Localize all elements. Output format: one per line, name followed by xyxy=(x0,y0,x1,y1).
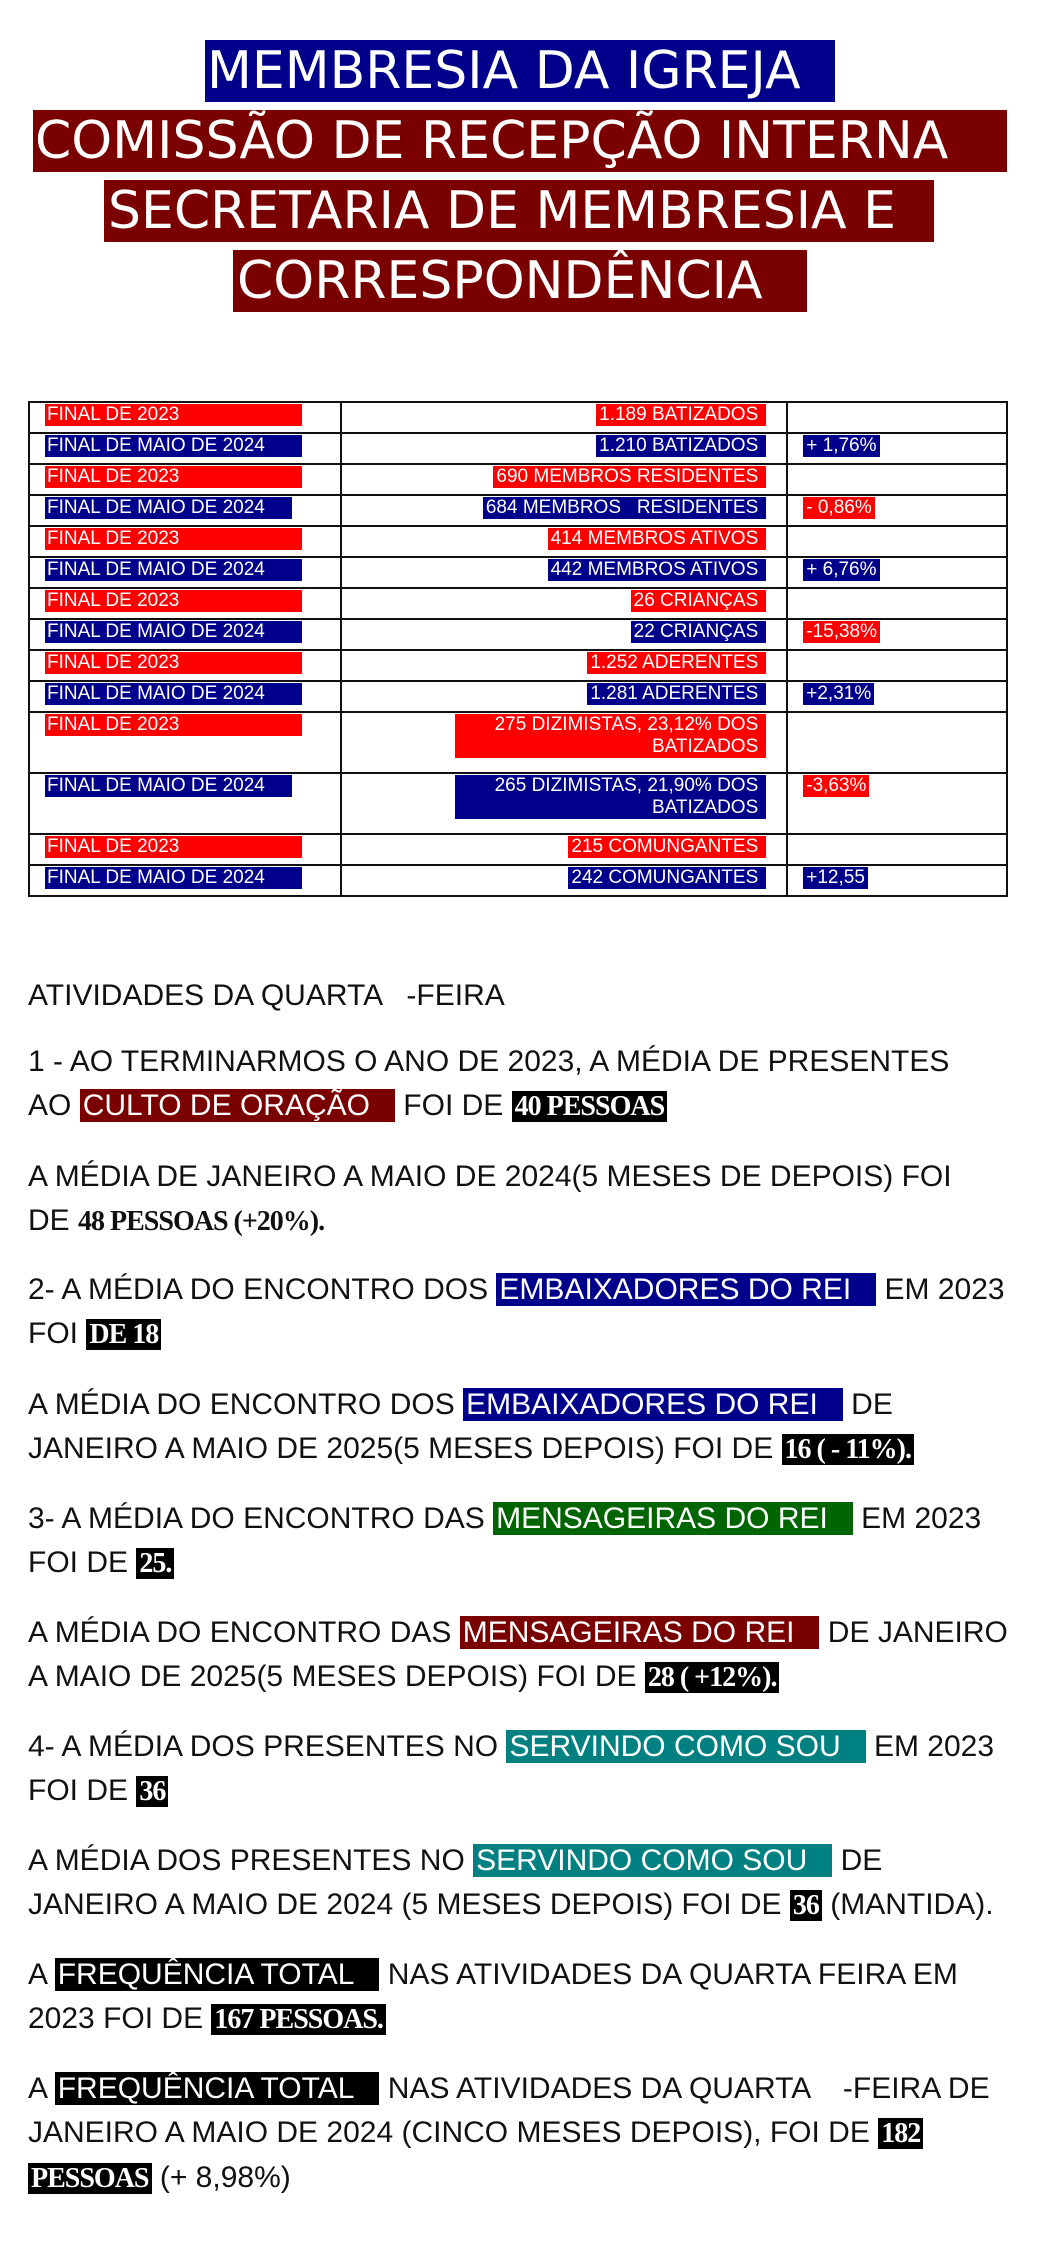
paragraph-embaixadores-2025: A MÉDIA DO ENCONTRO DOS EMBAIXADORES DO REI DE JANEIRO A MAIO DE 2025(5 MESES DEPOIS) FOI DE 16 ( - 11%). xyxy=(28,1383,1018,1472)
highlight-number: 40 PESSOAS xyxy=(512,1091,668,1122)
value-label: 22 CRIANÇAS xyxy=(631,621,767,643)
highlight-number: 36 xyxy=(790,1890,822,1921)
period-label: FINAL DE MAIO DE 2024 xyxy=(45,683,302,705)
mensageiras-tag: MENSAGEIRAS DO REI xyxy=(460,1616,820,1649)
value-label: 265 DIZIMISTAS, 21,90% DOS BATIZADOS xyxy=(455,775,766,819)
highlight-number: 182 xyxy=(878,2118,923,2149)
period-label: FINAL DE MAIO DE 2024 xyxy=(45,621,302,643)
change-label: + 6,76% xyxy=(803,559,879,581)
change-label: -15,38% xyxy=(803,621,880,643)
paragraph-mensageiras-2025: A MÉDIA DO ENCONTRO DAS MENSAGEIRAS DO REI DE JANEIRO A MAIO DE 2025(5 MESES DEPOIS) FOI DE 28 ( +12%). xyxy=(28,1616,1008,1693)
value-label: 242 COMUNGANTES xyxy=(568,867,766,889)
period-label: FINAL DE 2023 xyxy=(45,466,302,488)
paragraph-mensageiras: 3- A MÉDIA DO ENCONTRO DAS MENSAGEIRAS DO REI EM 2023 FOI DE 25. xyxy=(28,1502,982,1579)
value-label: 1.210 BATIZADOS xyxy=(596,435,766,457)
value-label: 215 COMUNGANTES xyxy=(568,836,766,858)
period-label: FINAL DE 2023 xyxy=(45,404,302,426)
value-label: 1.189 BATIZADOS xyxy=(596,404,766,426)
period-label: FINAL DE MAIO DE 2024 xyxy=(45,867,302,889)
highlight-number: 48 PESSOAS (+20%). xyxy=(78,1206,325,1237)
table-row xyxy=(29,773,1007,834)
table-row xyxy=(29,464,1007,495)
highlight-number: 25. xyxy=(136,1548,174,1579)
table-row xyxy=(29,495,1007,526)
paragraph-servindo: 4- A MÉDIA DOS PRESENTES NO SERVINDO COMO SOU EM 2023 FOI DE 36 xyxy=(28,1730,995,1807)
frequencia-tag: FREQUÊNCIA TOTAL xyxy=(55,2072,380,2105)
period-label: FINAL DE MAIO DE 2024 xyxy=(45,435,302,457)
change-label: + 1,76% xyxy=(803,435,879,457)
servindo-tag: SERVINDO COMO SOU xyxy=(506,1730,865,1763)
table-row xyxy=(29,557,1007,588)
period-label: FINAL DE 2023 xyxy=(45,528,302,550)
paragraph-servindo-2024: A MÉDIA DOS PRESENTES NO SERVINDO COMO SOU DE JANEIRO A MAIO DE 2024 (5 MESES DEPOIS) FOI DE 36 (MANTIDA). xyxy=(28,1844,994,1921)
table-row xyxy=(29,650,1007,681)
table-row xyxy=(29,619,1007,650)
highlight-number: 167 PESSOAS. xyxy=(211,2004,386,2035)
frequencia-tag: FREQUÊNCIA TOTAL xyxy=(55,1958,380,1991)
table-row xyxy=(29,712,1007,773)
servindo-tag: SERVINDO COMO SOU xyxy=(473,1844,832,1877)
paragraph-culto: 1 - AO TERMINARMOS O ANO DE 2023, A MÉDIA DE PRESENTES AO CULTO DE ORAÇÃO FOI DE 40 PESSOAS xyxy=(28,1045,950,1122)
culto-oracao-tag: CULTO DE ORAÇÃO xyxy=(80,1089,395,1122)
embaixadores-tag: EMBAIXADORES DO REI xyxy=(496,1273,876,1306)
change-label: +12,55 xyxy=(803,867,868,889)
change-label: - 0,86% xyxy=(803,497,874,519)
period-label: FINAL DE 2023 xyxy=(45,652,302,674)
value-label: 1.252 ADERENTES xyxy=(587,652,766,674)
period-label: FINAL DE MAIO DE 2024 xyxy=(45,775,292,797)
value-label: 26 CRIANÇAS xyxy=(631,590,767,612)
highlight-number: 36 xyxy=(136,1776,168,1807)
value-label: 442 MEMBROS ATIVOS xyxy=(548,559,767,581)
highlight-number: 16 ( - 11%). xyxy=(782,1434,914,1465)
period-label: FINAL DE MAIO DE 2024 xyxy=(45,497,292,519)
paragraph-frequencia: A FREQUÊNCIA TOTAL NAS ATIVIDADES DA QUARTA FEIRA EM 2023 FOI DE 167 PESSOAS. xyxy=(28,1958,958,2035)
header-title-4: CORRESPONDÊNCIA xyxy=(233,250,807,312)
table-row xyxy=(29,402,1007,433)
highlight-number: PESSOAS xyxy=(28,2163,152,2194)
change-label: -3,63% xyxy=(803,775,869,797)
table-row xyxy=(29,433,1007,464)
period-label: FINAL DE 2023 xyxy=(45,836,302,858)
header-title-1: MEMBRESIA DA IGREJA xyxy=(205,40,835,102)
table-row xyxy=(29,588,1007,619)
value-label: 684 MEMBROS RESIDENTES xyxy=(483,497,766,519)
table-row xyxy=(29,834,1007,865)
paragraph-frequencia-2024: A FREQUÊNCIA TOTAL NAS ATIVIDADES DA QUARTA -FEIRA DE JANEIRO A MAIO DE 2024 (CINCO MESES DEPOIS), FOI DE 182 PESSOAS (+ 8,98%) xyxy=(28,2072,990,2194)
table-row xyxy=(29,681,1007,712)
header-title-3: SECRETARIA DE MEMBRESIA E xyxy=(104,180,934,242)
paragraph-culto-2024: A MÉDIA DE JANEIRO A MAIO DE 2024(5 MESES DE DEPOIS) FOI DE 48 PESSOAS (+20%). xyxy=(28,1160,952,1237)
highlight-number: 28 ( +12%). xyxy=(645,1662,780,1693)
activities-heading: ATIVIDADES DA QUARTA -FEIRA xyxy=(28,979,505,1012)
value-label: 414 MEMBROS ATIVOS xyxy=(548,528,767,550)
period-label: FINAL DE 2023 xyxy=(45,714,302,736)
change-label: +2,31% xyxy=(803,683,874,705)
header-title-2: COMISSÃO DE RECEPÇÃO INTERNA xyxy=(33,110,1007,172)
table-row xyxy=(29,526,1007,557)
membership-table xyxy=(28,401,1008,897)
period-label: FINAL DE 2023 xyxy=(45,590,302,612)
mensageiras-tag: MENSAGEIRAS DO REI xyxy=(493,1502,853,1535)
value-label: 1.281 ADERENTES xyxy=(587,683,766,705)
period-label: FINAL DE MAIO DE 2024 xyxy=(45,559,302,581)
embaixadores-tag: EMBAIXADORES DO REI xyxy=(463,1388,843,1421)
paragraph-embaixadores: 2- A MÉDIA DO ENCONTRO DOS EMBAIXADORES DO REI EM 2023 FOI DE 18 xyxy=(28,1273,1005,1350)
table-row xyxy=(29,865,1007,896)
highlight-number: DE 18 xyxy=(86,1319,161,1350)
value-label: 275 DIZIMISTAS, 23,12% DOS BATIZADOS xyxy=(455,714,766,758)
value-label: 690 MEMBROS RESIDENTES xyxy=(493,466,766,488)
